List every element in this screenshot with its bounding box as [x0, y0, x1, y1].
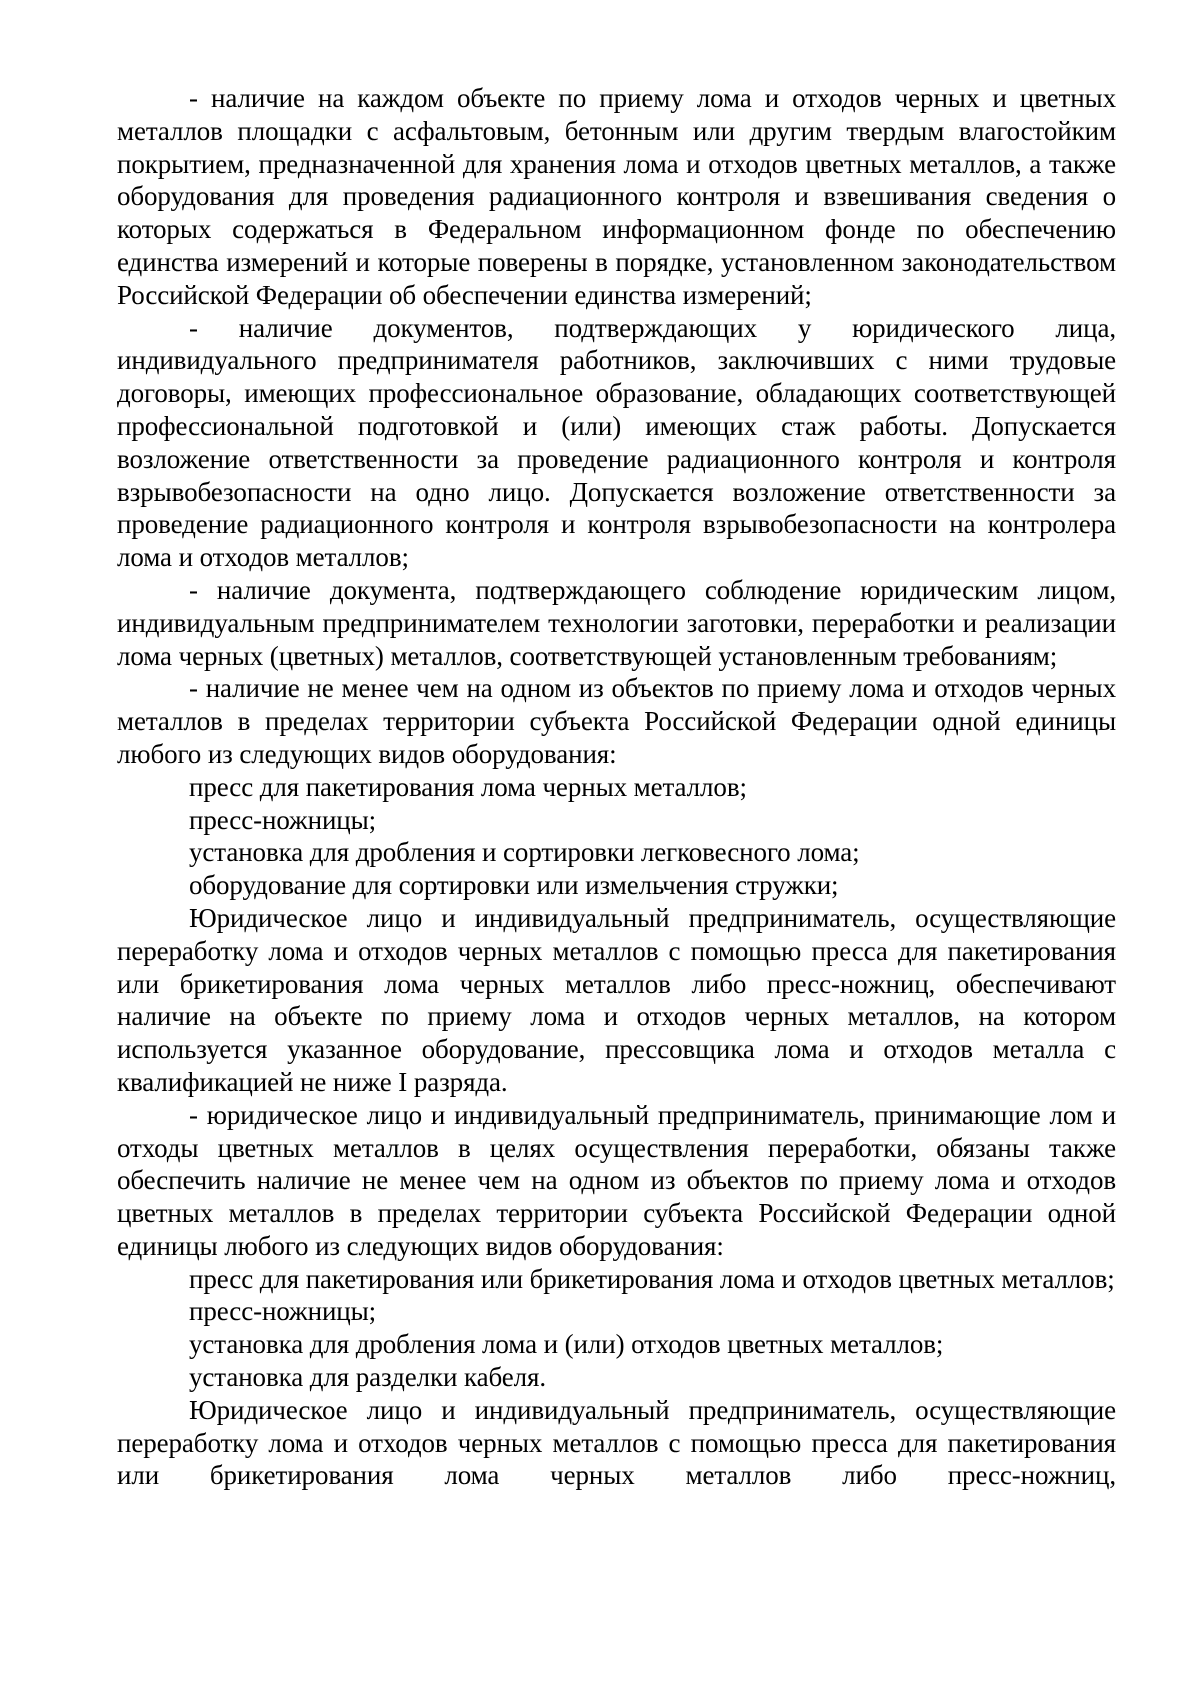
list-item-baling-press: пресс для пакетирования лома черных металлов;	[189, 771, 747, 802]
paragraph-staff-documents: - наличие документов, подтверждающих у юридического лица, индивидуального предпринимателя работников, заключивших с ними трудовые договоры, имеющих профессиональное образование, обладающих соответствующей профессиональной подготовкой и (или) имеющих стаж работы. Допускается возложение ответственности за проведение радиационного контроля и контроля взрывобезопасности на одно лицо. Допускается возложение ответственности за проведение радиационного контроля и контроля взрывобезопасности на контролера лома и отходов металлов;	[117, 312, 1116, 573]
paragraph-press-operator: Юридическое лицо и индивидуальный предприниматель, осуществляющие переработку лома и отходов черных металлов с помощью пресса для пакетирования или брикетирования лома черных металлов либо пресс-ножниц, обеспечивают наличие на объекте по приему лома и отходов черных металлов, на котором используется указанное оборудование, прессовщика лома и отходов металла с квалификацией не ниже I разряда.	[117, 902, 1116, 1097]
list-item-nonferrous-crushing: установка для дробления лома и (или) отходов цветных металлов;	[189, 1329, 944, 1360]
document-page	[117, 82, 1116, 1492]
list-item-nonferrous-shear-press: пресс-ножницы;	[189, 1296, 377, 1327]
list-item-chip-equipment: оборудование для сортировки или измельчения стружки;	[189, 870, 839, 901]
paragraph-site-requirements: - наличие на каждом объекте по приему лома и отходов черных и цветных металлов площадки с асфальтовым, бетонным или другим твердым влагостойким покрытием, предназначенной для хранения лома и отходов цветных металлов, а также оборудования для проведения радиационного контроля и взвешивания сведения о которых содержаться в Федеральном информационном фонде по обеспечению единства измерений и которые поверены в порядке, установленном законодательством Российской Федерации об обеспечении единства измерений;	[117, 83, 1116, 310]
list-item-nonferrous-press: пресс для пакетирования или брикетирования лома и отходов цветных металлов;	[189, 1263, 1115, 1294]
paragraph-nonferrous-equipment: - юридическое лицо и индивидуальный предприниматель, принимающие лом и отходы цветных металлов в целях осуществления переработки, обязаны также обеспечить наличие не менее чем на одном из объектов по приему лома и отходов цветных металлов в пределах территории субъекта Российской Федерации одной единицы любого из следующих видов оборудования:	[117, 1099, 1116, 1261]
paragraph-press-operator-continued: Юридическое лицо и индивидуальный предприниматель, осуществляющие переработку лома и отходов черных металлов с помощью пресса для пакетирования или брикетирования лома черных металлов либо пресс-ножниц,	[117, 1394, 1116, 1491]
list-item-crushing-unit: установка для дробления и сортировки легковесного лома;	[189, 837, 860, 868]
paragraph-technology-document: - наличие документа, подтверждающего соблюдение юридическим лицом, индивидуальным предпринимателем технологии заготовки, переработки и реализации лома черных (цветных) металлов, соответствующей установленным требованиям;	[117, 574, 1116, 671]
list-item-cable-stripping: установка для разделки кабеля.	[189, 1362, 546, 1393]
list-item-shear-press: пресс-ножницы;	[189, 804, 377, 835]
paragraph-ferrous-equipment: - наличие не менее чем на одном из объектов по приему лома и отходов черных металлов в пределах территории субъекта Российской Федерации одной единицы любого из следующих видов оборудования:	[117, 673, 1116, 769]
